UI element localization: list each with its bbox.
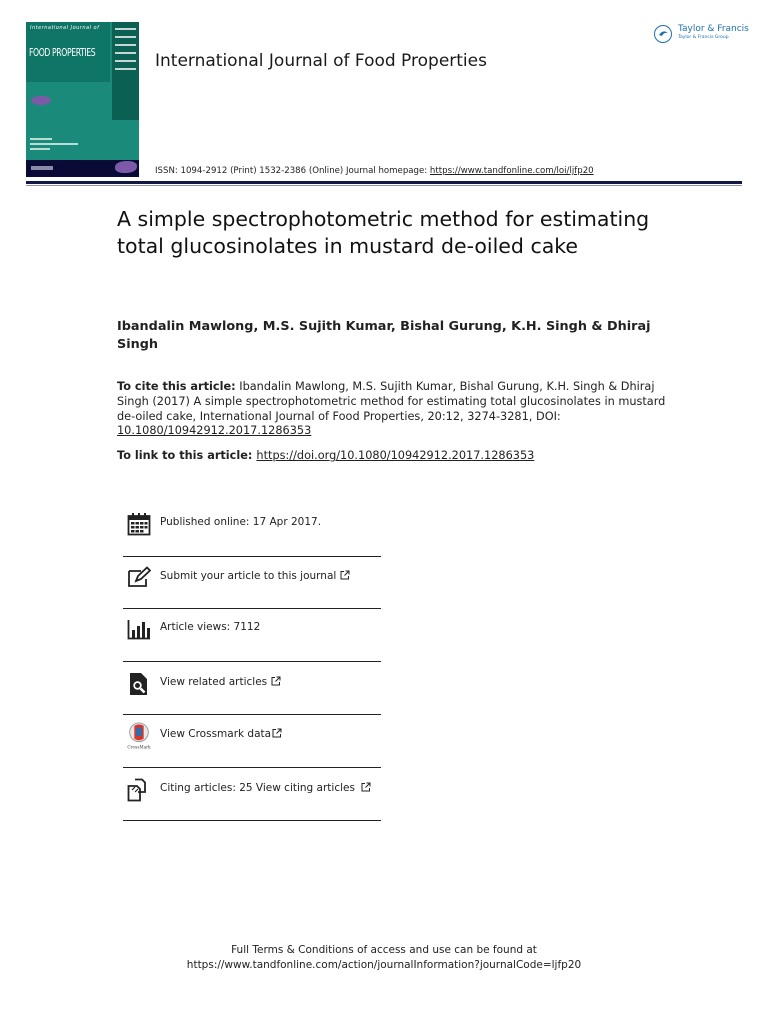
taylor-francis-logo[interactable]	[654, 23, 754, 47]
issn-text: ISSN: 1094-2912 (Print) 1532-2386 (Online) Journal homepage:	[155, 166, 430, 176]
terms-footer-text: Full Terms & Conditions of access and use can be found at	[231, 944, 537, 956]
cover-title-block	[26, 22, 110, 82]
article-views-label: Article views: 7112	[160, 621, 261, 633]
taylor-francis-logo-icon	[654, 25, 672, 43]
row-divider	[123, 556, 381, 557]
citation-label: To cite this article:	[117, 380, 236, 393]
related-articles-row[interactable]	[123, 668, 381, 708]
publisher-group: Taylor & Francis Group	[678, 35, 729, 40]
citing-articles-row[interactable]	[123, 774, 381, 814]
journal-cover-image	[26, 22, 139, 177]
crossmark-link[interactable]: View Crossmark data	[160, 728, 282, 740]
citation-text: Ibandalin Mawlong, M.S. Sujith Kumar, Bishal Gurung, K.H. Singh & Dhiraj Singh (2017) A simple spectrophotometric method for estimating total glucosinolates in mustard de-oiled cake, International Journal of Food Properties, 20:12, 3274-3281, DOI:	[117, 380, 666, 423]
row-divider	[123, 714, 381, 715]
cover-publisher-logo	[31, 166, 53, 170]
row-divider	[123, 820, 381, 821]
terms-footer-url[interactable]: https://www.tandfonline.com/action/journalInformation?journalCode=ljfp20	[186, 958, 582, 971]
external-link-icon	[361, 782, 371, 792]
related-articles-link[interactable]: View related articles	[160, 676, 281, 688]
published-online-label: Published online: 17 Apr 2017.	[160, 516, 322, 528]
row-divider	[123, 608, 381, 609]
citing-articles-link[interactable]: Citing articles: 25 View citing articles	[160, 782, 371, 794]
article-link-line	[117, 449, 677, 464]
citation-block	[117, 380, 677, 439]
external-link-icon	[272, 728, 282, 738]
edit-icon	[127, 566, 151, 590]
cover-footer-band	[26, 160, 139, 177]
external-link-icon	[340, 570, 350, 580]
crossmark-icon-caption: CrossMark	[127, 744, 151, 750]
header-divider	[26, 181, 742, 184]
article-link-label: To link to this article:	[117, 449, 253, 462]
article-authors: Ibandalin Mawlong, M.S. Sujith Kumar, Bishal Gurung, K.H. Singh & Dhiraj Singh	[117, 319, 651, 352]
article-views-row	[123, 613, 381, 653]
publisher-name: Taylor & Francis	[678, 24, 749, 34]
calendar-icon	[127, 512, 151, 536]
cover-title: FOOD PROPERTIES	[29, 46, 96, 59]
cover-bottom-illustration	[115, 161, 137, 173]
issn-line	[155, 166, 594, 176]
cover-side-panel	[112, 22, 139, 120]
article-title: A simple spectrophotometric method for estimating total glucosinolates in mustard de-oiled cake	[117, 207, 650, 258]
search-document-icon	[127, 672, 151, 696]
crossmark-row[interactable]	[123, 720, 381, 760]
terms-footer	[0, 943, 768, 972]
article-doi-url[interactable]: https://doi.org/10.1080/10942912.2017.1286353	[256, 449, 535, 462]
citing-articles-icon	[127, 778, 151, 802]
journal-name[interactable]: International Journal of Food Properties	[155, 51, 487, 71]
row-divider	[123, 767, 381, 768]
cover-fish-illustration	[31, 96, 51, 105]
citation-doi-link[interactable]: 10.1080/10942912.2017.1286353	[117, 424, 312, 438]
bar-chart-icon	[127, 617, 151, 641]
published-online-row	[123, 508, 381, 548]
external-link-icon	[271, 676, 281, 686]
submit-article-link[interactable]: Submit your article to this journal	[160, 570, 350, 582]
header-divider-thin	[26, 185, 742, 186]
row-divider	[123, 661, 381, 662]
cover-volume-info	[30, 138, 78, 153]
cover-journal-small-text: International Journal of	[30, 25, 100, 31]
crossmark-icon	[127, 722, 151, 750]
journal-homepage-link[interactable]: https://www.tandfonline.com/loi/ljfp20	[429, 166, 594, 176]
submit-article-row[interactable]	[123, 562, 381, 602]
